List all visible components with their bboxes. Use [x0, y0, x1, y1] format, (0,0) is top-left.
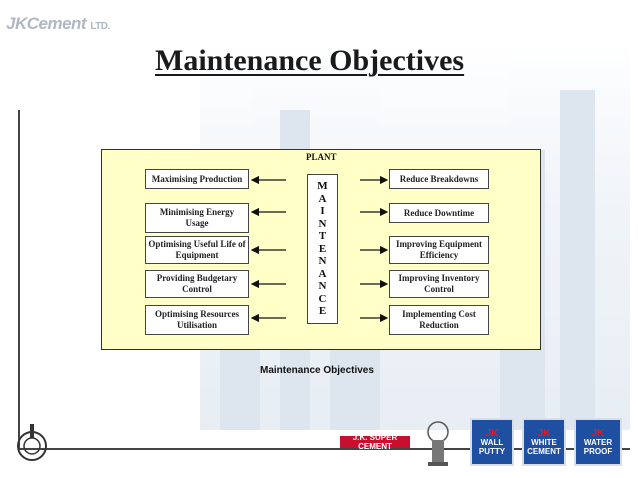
left-item-5: Optimising Resources Utilisation	[145, 305, 249, 335]
wall-putty-logo: JK WALL PUTTY	[470, 418, 514, 466]
plant-label: PLANT	[306, 152, 337, 162]
left-item-4: Providing Budgetary Control	[145, 270, 249, 298]
center-letter: N	[318, 255, 327, 268]
center-letter: E	[318, 242, 327, 255]
center-letter: A	[318, 267, 327, 280]
center-letter: I	[320, 205, 325, 218]
center-letter: E	[318, 305, 327, 318]
left-border-line	[18, 110, 20, 450]
left-item-2: Minimising Energy Usage	[145, 203, 249, 233]
center-letter: T	[318, 230, 327, 243]
water-proof-logo: JK WATER PROOF	[574, 418, 622, 466]
left-item-1: Maximising Production	[145, 169, 249, 189]
white-cement-logo: JK WHITE CEMENT	[522, 418, 566, 466]
center-letter: N	[318, 217, 327, 230]
right-item-5: Implementing Cost Reduction	[389, 305, 489, 335]
right-item-4: Improving Inventory Control	[389, 270, 489, 298]
emblem-icon	[12, 420, 52, 468]
diagram-caption: Maintenance Objectives	[260, 365, 374, 376]
right-item-3: Improving Equipment Efficiency	[389, 236, 489, 264]
center-letter: A	[318, 192, 327, 205]
left-item-3: Optimising Useful Life of Equipment	[145, 236, 249, 264]
right-item-2: Reduce Downtime	[389, 203, 489, 223]
right-item-1: Reduce Breakdowns	[389, 169, 489, 189]
company-logo: JKCement LTD.	[6, 14, 110, 33]
center-letter: N	[318, 280, 327, 293]
center-letter: M	[317, 180, 328, 193]
monument-icon	[420, 418, 456, 468]
super-cement-logo: J.K. SUPER CEMENT	[340, 436, 410, 448]
maintenance-center-box	[307, 174, 338, 324]
slide-title: Maintenance Objectives	[155, 44, 465, 77]
center-letter: C	[318, 292, 327, 305]
